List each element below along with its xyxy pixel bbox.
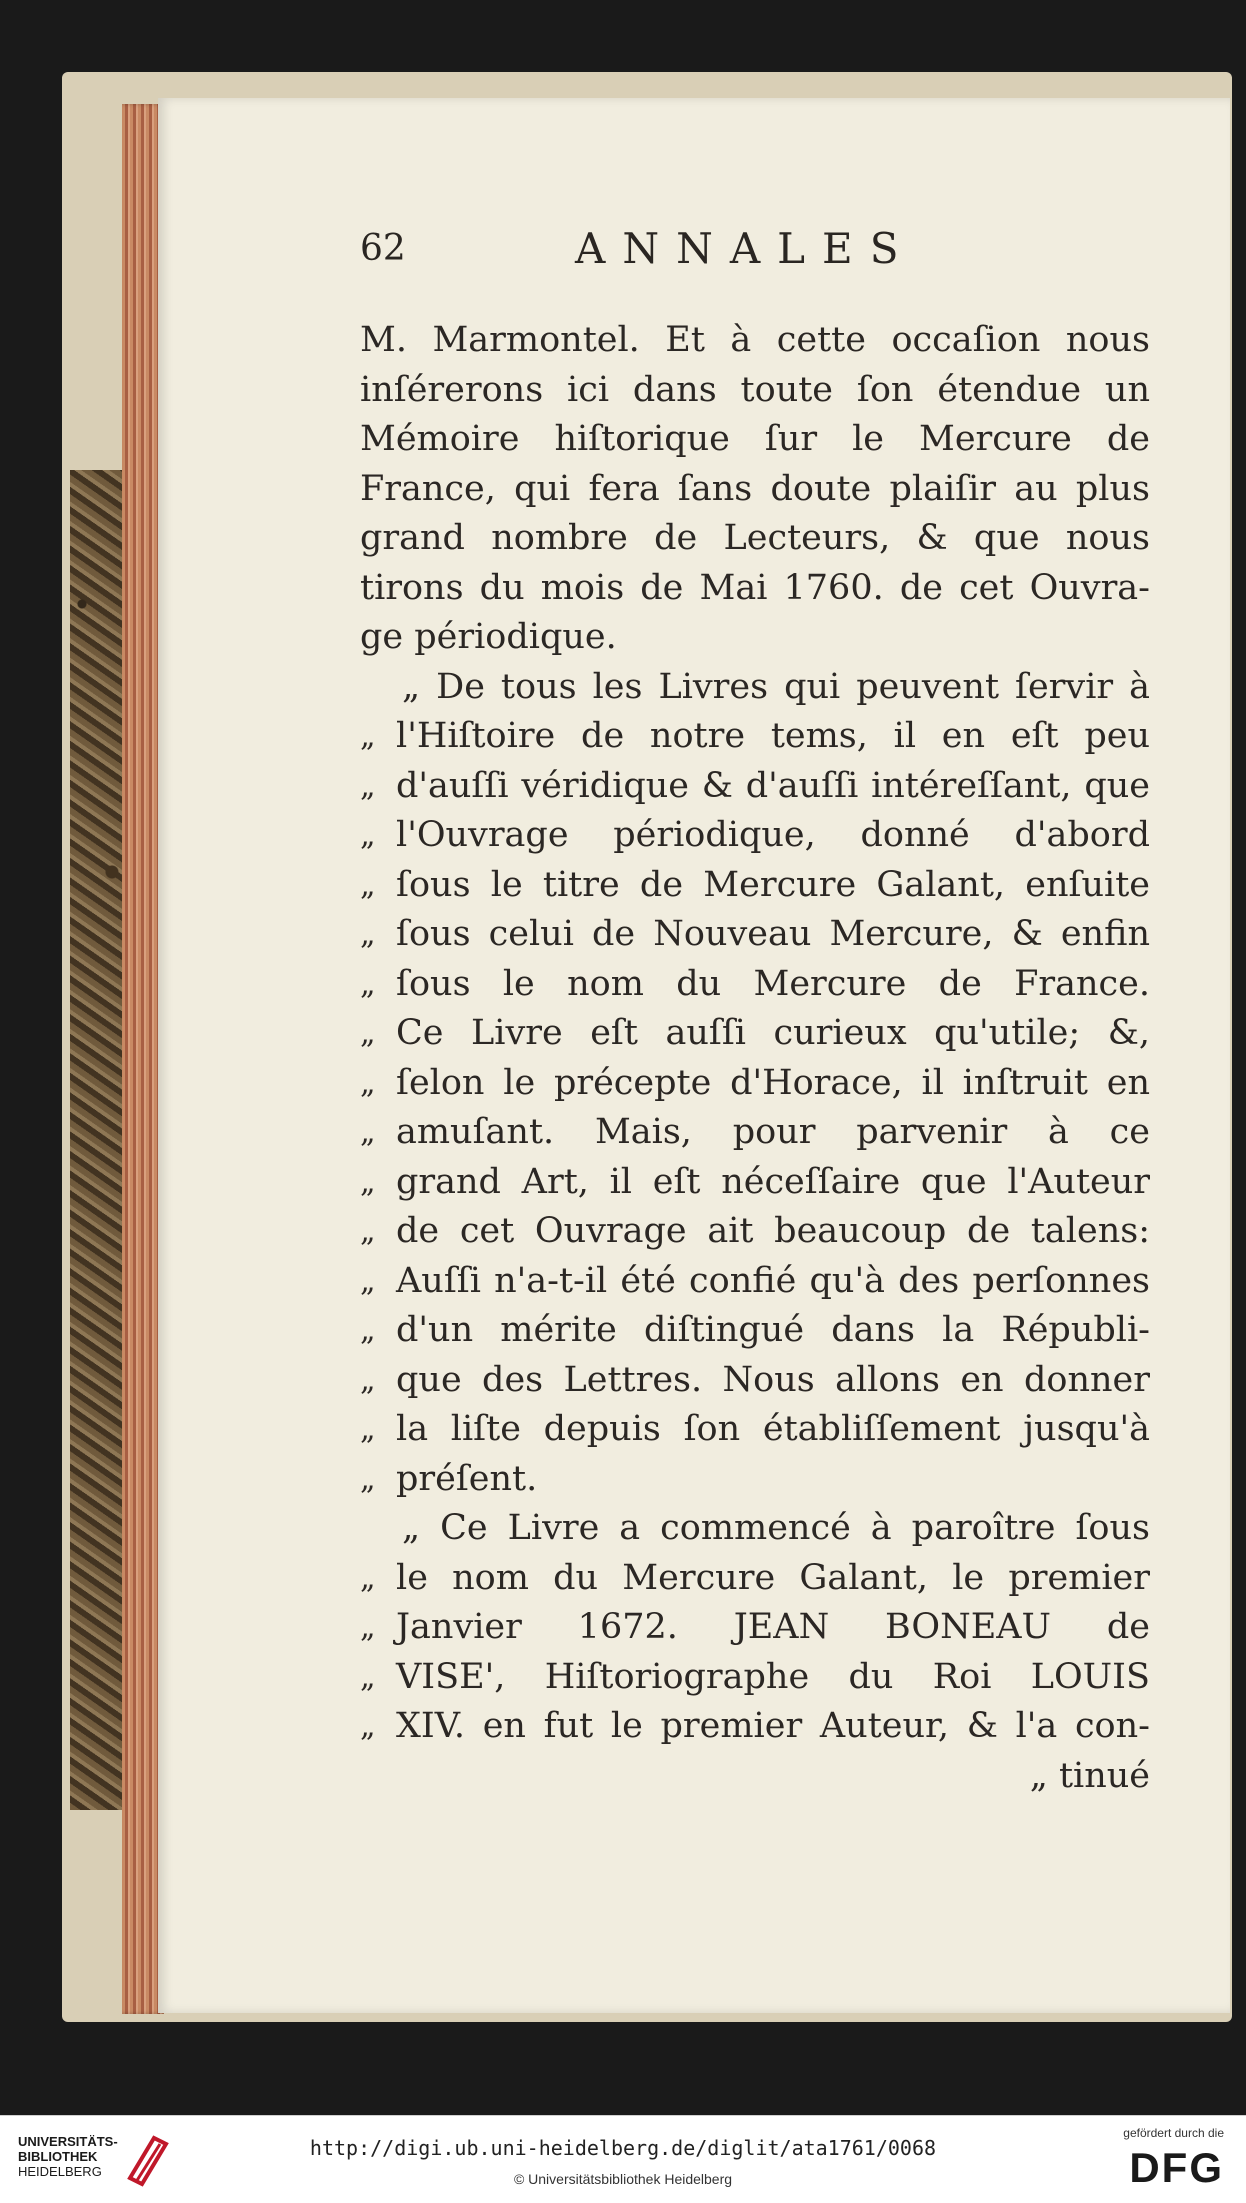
text-line: [360, 712, 1150, 762]
quote-marker: „: [360, 917, 376, 952]
library-name-line-1: UNIVERSITÄTS-: [18, 2134, 118, 2149]
text-line: [360, 762, 1150, 812]
line-text: le nom du Mercure Galant, le premier: [396, 1557, 1150, 1598]
line-text: France, qui fera ſans doute plaiſir au plus: [360, 468, 1150, 509]
text-line: [360, 861, 1150, 911]
line-text: grand nombre de Lecteurs, & que nous: [360, 518, 1150, 558]
quote-marker: „: [360, 1115, 376, 1150]
text-line: [360, 1306, 1150, 1356]
quote-marker: „: [360, 1164, 376, 1200]
page-header: [360, 224, 1160, 284]
text-line: [360, 415, 1150, 465]
line-text: Auſſi n'a-t-il été confié qu'à des perſonnes: [396, 1260, 1150, 1301]
text-line: [360, 465, 1150, 515]
text-line: [360, 1207, 1150, 1257]
library-name-line-2: BIBLIOTHEK: [18, 2149, 98, 2164]
line-text: tirons du mois de Mai 1760. de cet Ouvra-: [360, 567, 1150, 608]
text-line: [360, 1554, 1150, 1604]
line-text: M. Marmontel. Et à cette occaſion nous: [360, 320, 1150, 360]
text-line: [360, 1603, 1150, 1653]
text-line: [360, 910, 1150, 960]
line-text: ſous le titre de Mercure Galant, enſuite: [396, 864, 1150, 905]
quote-marker: „: [360, 1362, 376, 1398]
text-line: [360, 1455, 1150, 1505]
text-line: [360, 564, 1150, 614]
quote-marker: „: [360, 1016, 376, 1051]
running-head: ANNALES: [575, 224, 916, 273]
quote-marker: „: [360, 1263, 376, 1299]
line-text: que des Lettres. Nous allons en donner: [396, 1359, 1150, 1400]
quote-marker: „: [360, 1065, 376, 1101]
line-text: inſérerons ici dans toute ſon étendue un: [360, 369, 1150, 410]
line-text: „ tinué: [1029, 1755, 1150, 1796]
line-text: ge périodique.: [360, 617, 617, 657]
body-text: [360, 316, 1150, 1801]
text-line: [360, 1653, 1150, 1703]
text-line: [360, 1405, 1150, 1455]
text-line: [360, 811, 1150, 861]
page-number: 62: [360, 228, 406, 269]
quote-marker: „: [360, 818, 376, 853]
quote-marker: „: [360, 1461, 376, 1497]
text-line: [360, 613, 1150, 663]
quote-marker: „: [360, 719, 376, 754]
quote-marker: „: [360, 1313, 376, 1348]
text-line: [360, 514, 1150, 564]
quote-marker: „: [360, 1659, 376, 1695]
text-line: [360, 1257, 1150, 1307]
line-text: l'Hiſtoire de notre tems, il en eſt peu: [396, 716, 1150, 756]
line-text: grand Art, il eſt néceſſaire que l'Auteur: [396, 1161, 1150, 1202]
quote-marker: „: [360, 1412, 376, 1447]
line-text: VISE', Hiſtoriographe du Roi LOUIS: [396, 1656, 1150, 1697]
line-text: amuſant. Mais, pour parvenir à ce: [396, 1112, 1150, 1152]
line-text: préſent.: [396, 1458, 538, 1499]
text-line: [360, 316, 1150, 366]
viewer-footer: [0, 2115, 1246, 2203]
quote-marker: „: [360, 867, 376, 903]
quote-marker: „: [360, 1610, 376, 1645]
line-text: ſelon le précepte d'Horace, il inſtruit en: [396, 1062, 1150, 1103]
line-text: Mémoire hiſtorique ſur le Mercure de: [360, 419, 1150, 459]
quote-marker: „: [360, 1214, 376, 1249]
line-text: „ De tous les Livres qui peuvent ſervir à: [402, 666, 1150, 707]
library-name-line-3: HEIDELBERG: [18, 2164, 102, 2179]
line-text: „ Ce Livre a commencé à paroître ſous: [402, 1508, 1150, 1548]
permalink-url[interactable]: http://digi.ub.uni-heidelberg.de/diglit/ata1761/0068: [309, 2136, 937, 2160]
line-text: Ce Livre eſt auſſi curieux qu'utile; &,: [396, 1013, 1150, 1053]
text-line: [360, 366, 1150, 416]
line-text: Janvier 1672. JEAN BONEAU de: [396, 1607, 1150, 1647]
text-line: [360, 1752, 1150, 1802]
text-line: [360, 960, 1150, 1010]
quote-marker: „: [360, 1709, 376, 1744]
quote-marker: „: [360, 768, 376, 804]
line-text: ſous le nom du Mercure de France.: [396, 963, 1150, 1004]
line-text: l'Ouvrage périodique, donné d'abord: [396, 815, 1150, 855]
line-text: la liſte depuis ſon établiſſement jusqu'à: [396, 1409, 1150, 1449]
text-line: [360, 1009, 1150, 1059]
text-line: [360, 1356, 1150, 1406]
marbled-endpaper: [70, 470, 130, 1810]
text-line: [360, 1158, 1150, 1208]
quote-marker: „: [360, 966, 376, 1002]
text-line: [360, 1702, 1150, 1752]
text-line: [360, 1108, 1150, 1158]
text-line: [360, 1059, 1150, 1109]
copyright-notice: © Universitätsbibliothek Heidelberg: [513, 2171, 733, 2187]
funded-by-label: gefördert durch die: [1123, 2126, 1224, 2140]
line-text: d'un mérite diſtingué dans la Républi-: [396, 1310, 1150, 1350]
text-line: [360, 1504, 1150, 1554]
line-text: ſous celui de Nouveau Mercure, & enfin: [396, 914, 1150, 954]
quote-marker: „: [360, 1560, 376, 1596]
text-line: [360, 663, 1150, 713]
line-text: de cet Ouvrage ait beaucoup de talens:: [396, 1211, 1150, 1251]
line-text: XIV. en fut le premier Auteur, & l'a con-: [396, 1706, 1150, 1746]
dfg-logo: DFG: [1129, 2144, 1224, 2191]
line-text: d'auſſi véridique & d'auſſi intéreſſant, que: [396, 765, 1150, 806]
